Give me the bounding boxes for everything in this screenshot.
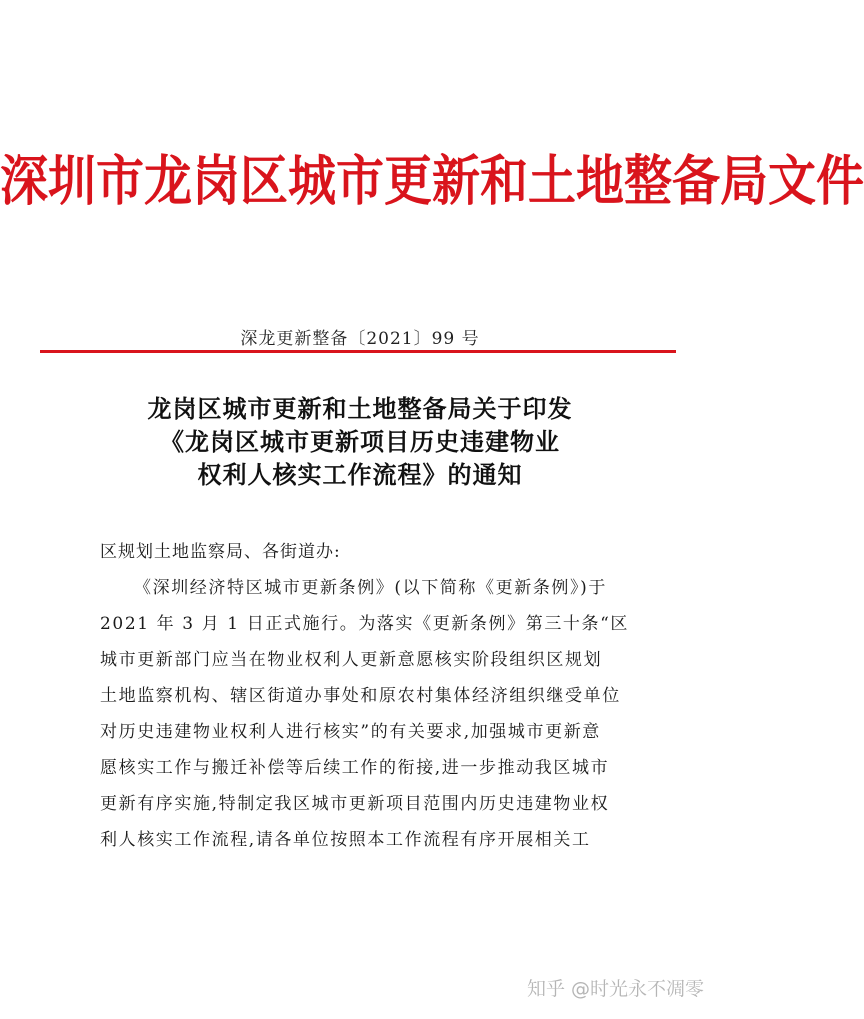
body-line: 城市更新部门应当在物业权利人更新意愿核实阶段组织区规划	[100, 650, 603, 670]
body-line: 愿核实工作与搬迁补偿等后续工作的衔接,进一步推动我区城市	[100, 758, 610, 778]
body-line: 更新有序实施,特制定我区城市更新项目范围内历史违建物业权	[100, 794, 610, 814]
notice-title-line: 权利人核实工作流程》的通知	[197, 460, 523, 489]
body-line: 《深圳经济特区城市更新条例》(以下简称《更新条例》)于	[134, 578, 607, 598]
notice-title	[0, 392, 720, 491]
document-number: 深龙更新整备〔2021〕99 号	[240, 329, 480, 349]
body-line: 利人核实工作流程,请各单位按照本工作流程有序开展相关工	[100, 830, 591, 850]
salutation: 区规划土地监察局、各街道办:	[100, 542, 341, 562]
body-line: 对历史违建物业权利人进行核实”的有关要求,加强城市更新意	[100, 722, 601, 742]
notice-title-line: 龙岗区城市更新和土地整备局关于印发	[147, 394, 573, 423]
body-line: 2021 年 3 月 1 日正式施行。为落实《更新条例》第三十条“区	[100, 614, 630, 634]
red-divider-line	[40, 350, 676, 353]
watermark-text: 知乎 @时光永不凋零	[526, 978, 704, 1000]
document-header-title: 深圳市龙岗区城市更新和土地整备局文件	[0, 150, 864, 213]
body-line: 土地监察机构、辖区街道办事处和原农村集体经济组织继受单位	[100, 686, 621, 706]
body-paragraph	[100, 570, 640, 858]
notice-title-line: 《龙岗区城市更新项目历史违建物业	[160, 427, 560, 456]
